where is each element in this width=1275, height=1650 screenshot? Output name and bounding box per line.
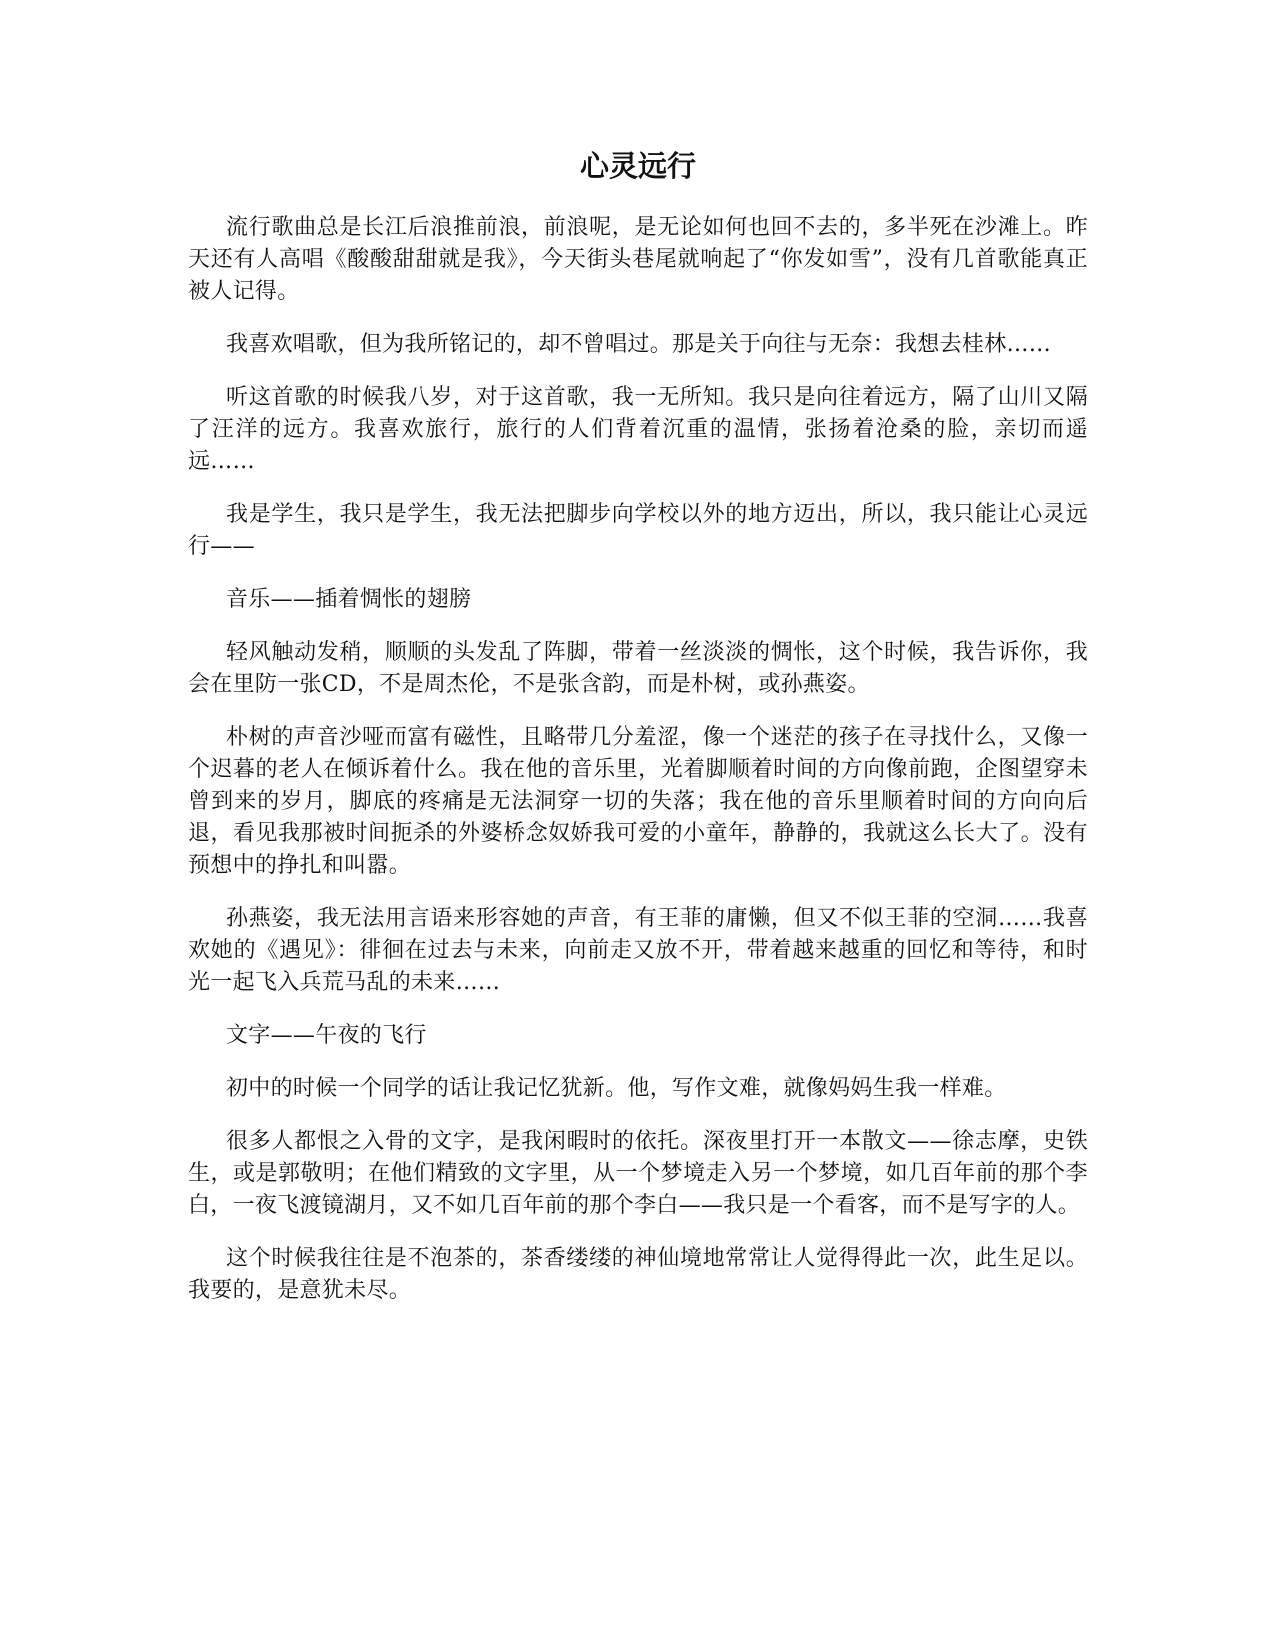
paragraph: 流行歌曲总是长江后浪推前浪，前浪呢，是无论如何也回不去的，多半死在沙滩上。昨天还有人高唱《酸酸甜甜就是我》，今天街头巷尾就响起了“你发如雪”，没有几首歌能真正被人记得。 (188, 215, 1088, 304)
paragraph: 孙燕姿，我无法用言语来形容她的声音，有王菲的庸懒，但又不似王菲的空洞……我喜欢她的《遇见》：徘徊在过去与未来，向前走又放不开，带着越来越重的回忆和等待，和时光一起飞入兵荒马乱的未来…… (188, 906, 1088, 995)
document-body (188, 212, 1088, 1328)
paragraph: 朴树的声音沙哑而富有磁性，且略带几分羞涩，像一个迷茫的孩子在寻找什么，又像一个迟暮的老人在倾诉着什么。我在他的音乐里，光着脚顺着时间的方向像前跑，企图望穿未曾到来的岁月，脚底的疼痛是无法洞穿一切的失落；我在他的音乐里顺着时间的方向向后退，看见我那被时间扼杀的外婆桥念奴娇我可爱的小童年，静静的，我就这么长大了。没有预想中的挣扎和叫嚣。 (188, 725, 1088, 878)
section-heading: 音乐——插着惆怅的翅膀 (226, 587, 472, 612)
paragraph: 我喜欢唱歌，但为我所铭记的，却不曾唱过。那是关于向往与无奈：我想去桂林…… (226, 332, 1052, 357)
paragraph: 听这首歌的时候我八岁，对于这首歌，我一无所知。我只是向往着远方，隔了山川又隔了汪洋的远方。我喜欢旅行，旅行的人们背着沉重的温情，张扬着沧桑的脸，亲切而遥远…… (188, 385, 1088, 474)
document-page (188, 0, 1088, 1650)
section-heading: 文字——午夜的飞行 (226, 1023, 427, 1048)
document-title: 心灵远行 (579, 149, 696, 183)
paragraph: 这个时候我往往是不泡茶的，茶香缕缕的神仙境地常常让人觉得得此一次，此生足以。我要的，是意犹未尽。 (188, 1246, 1088, 1303)
paragraph: 初中的时候一个同学的话让我记忆犹新。他，写作文难，就像妈妈生我一样难。 (226, 1076, 1007, 1101)
paragraph: 轻风触动发稍，顺顺的头发乱了阵脚，带着一丝淡淡的惆怅，这个时候，我告诉你，我会在里防一张CD，不是周杰伦，不是张含韵，而是朴树，或孙燕姿。 (188, 640, 1088, 697)
paragraph: 我是学生，我只是学生，我无法把脚步向学校以外的地方迈出，所以，我只能让心灵远行—— (188, 502, 1088, 559)
paragraph: 很多人都恨之入骨的文字，是我闲暇时的依托。深夜里打开一本散文——徐志摩，史铁生，或是郭敬明；在他们精致的文字里，从一个梦境走入另一个梦境，如几百年前的那个李白，一夜飞渡镜湖月，又不如几百年前的那个李白——我只是一个看客，而不是写字的人。 (188, 1129, 1088, 1218)
